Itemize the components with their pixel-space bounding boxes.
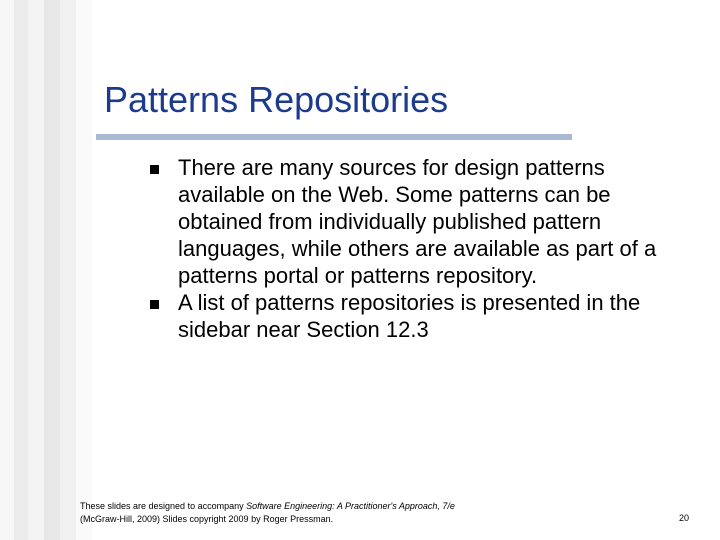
title-divider xyxy=(96,134,572,140)
page-number: 20 xyxy=(678,513,689,523)
bullet-item xyxy=(150,289,695,343)
bullet-text: There are many sources for design patterns available on the Web. Some patterns can be obtained from individually published pattern languages, while others are available as part of a patterns portal or patterns repository. xyxy=(178,155,657,288)
square-bullet-icon xyxy=(150,165,159,174)
slide-title: Patterns Repositories xyxy=(104,79,449,120)
footer-credit-prefix: These slides are designed to accompany xyxy=(80,501,247,511)
decorative-side-band xyxy=(0,0,92,540)
bullet-text: A list of patterns repositories is presented in the sidebar near Section 12.3 xyxy=(178,290,641,342)
bullet-list xyxy=(150,154,695,343)
footer-credit xyxy=(80,500,550,526)
square-bullet-icon xyxy=(150,300,159,309)
footer-book-title: Software Engineering: A Practitioner's Approach, 7/e xyxy=(246,501,455,511)
footer-credit-suffix: (McGraw-Hill, 2009) Slides copyright 2009 by Roger Pressman. xyxy=(80,514,334,524)
bullet-item xyxy=(150,154,695,289)
